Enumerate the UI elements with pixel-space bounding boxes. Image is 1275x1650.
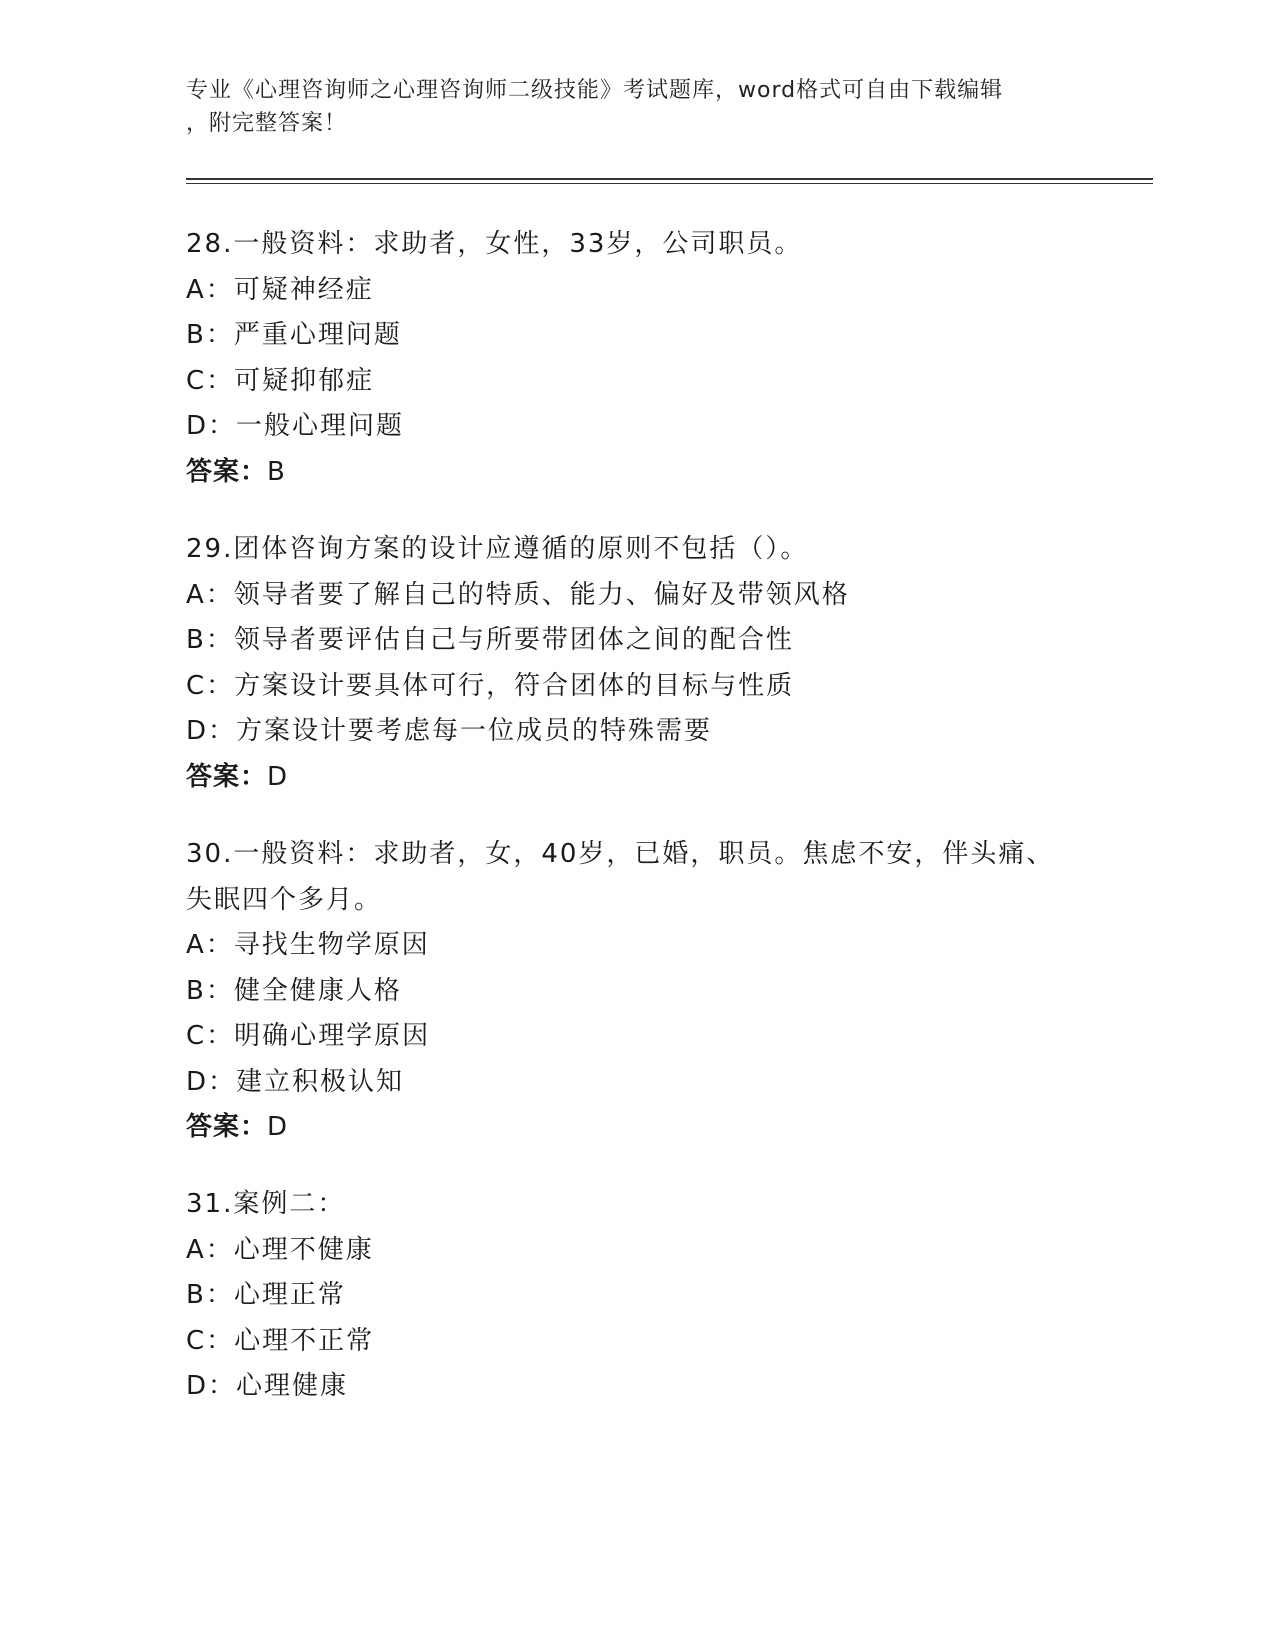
option-b: B：领导者要评估自己与所要带团体之间的配合性 bbox=[186, 625, 794, 655]
answer-label: 答案： bbox=[186, 456, 268, 487]
option-a: A：心理不健康 bbox=[186, 1234, 374, 1265]
answer-value: D bbox=[267, 761, 288, 792]
option-c: C：明确心理学原因 bbox=[186, 1021, 431, 1051]
header-line-1: 专业《心理咨询师之心理咨询师二级技能》考试题库，word格式可自由下载编辑 bbox=[186, 78, 1004, 103]
stem-line: 30.一般资料：求助者，女，40岁，已婚，职员。焦虑不安，伴头痛、 bbox=[186, 839, 1055, 869]
question-31 bbox=[186, 1182, 1086, 1410]
answer-line bbox=[186, 755, 1086, 801]
answer-value: D bbox=[267, 1112, 288, 1142]
option-d: D：方案设计要考虑每一位成员的特殊需要 bbox=[186, 716, 713, 746]
stem-line: 28.一般资料：求助者，女性，33岁，公司职员。 bbox=[186, 229, 803, 259]
question-30 bbox=[186, 832, 1086, 1151]
option-d: D：建立积极认知 bbox=[186, 1066, 405, 1097]
option-b: B：心理正常 bbox=[186, 1280, 346, 1310]
option-b: B：严重心理问题 bbox=[186, 320, 402, 350]
stem-line: 失眠四个多月。 bbox=[186, 884, 383, 915]
option-a: A：可疑神经症 bbox=[186, 274, 374, 305]
option-d: D：一般心理问题 bbox=[186, 411, 405, 441]
option-c: C：心理不正常 bbox=[186, 1325, 375, 1356]
question-stem bbox=[186, 1182, 1086, 1228]
stem-line: 29.团体咨询方案的设计应遵循的原则不包括（）。 bbox=[186, 534, 809, 564]
option-a: A：领导者要了解自己的特质、能力、偏好及带领风格 bbox=[186, 579, 850, 610]
answer-value: B bbox=[267, 456, 285, 487]
option-c: C：方案设计要具体可行，符合团体的目标与性质 bbox=[186, 670, 795, 701]
header-divider-thick bbox=[186, 178, 1153, 180]
document-header bbox=[186, 74, 1086, 140]
option-c: C：可疑抑郁症 bbox=[186, 365, 375, 396]
stem-line: 31.案例二： bbox=[186, 1189, 346, 1219]
header-divider-thin bbox=[186, 183, 1153, 184]
question-29 bbox=[186, 527, 1086, 800]
answer-label: 答案： bbox=[186, 1112, 268, 1142]
answer-line bbox=[186, 450, 1086, 496]
question-stem bbox=[186, 832, 1086, 923]
question-stem bbox=[186, 527, 1086, 573]
option-a: A：寻找生物学原因 bbox=[186, 930, 430, 960]
question-stem bbox=[186, 222, 1086, 268]
option-b: B：健全健康人格 bbox=[186, 975, 402, 1006]
option-d: D：心理健康 bbox=[186, 1371, 349, 1401]
answer-label: 答案： bbox=[186, 761, 268, 792]
answer-line bbox=[186, 1105, 1086, 1151]
question-28 bbox=[186, 222, 1086, 495]
header-line-2: ，附完整答案！ bbox=[186, 111, 348, 136]
